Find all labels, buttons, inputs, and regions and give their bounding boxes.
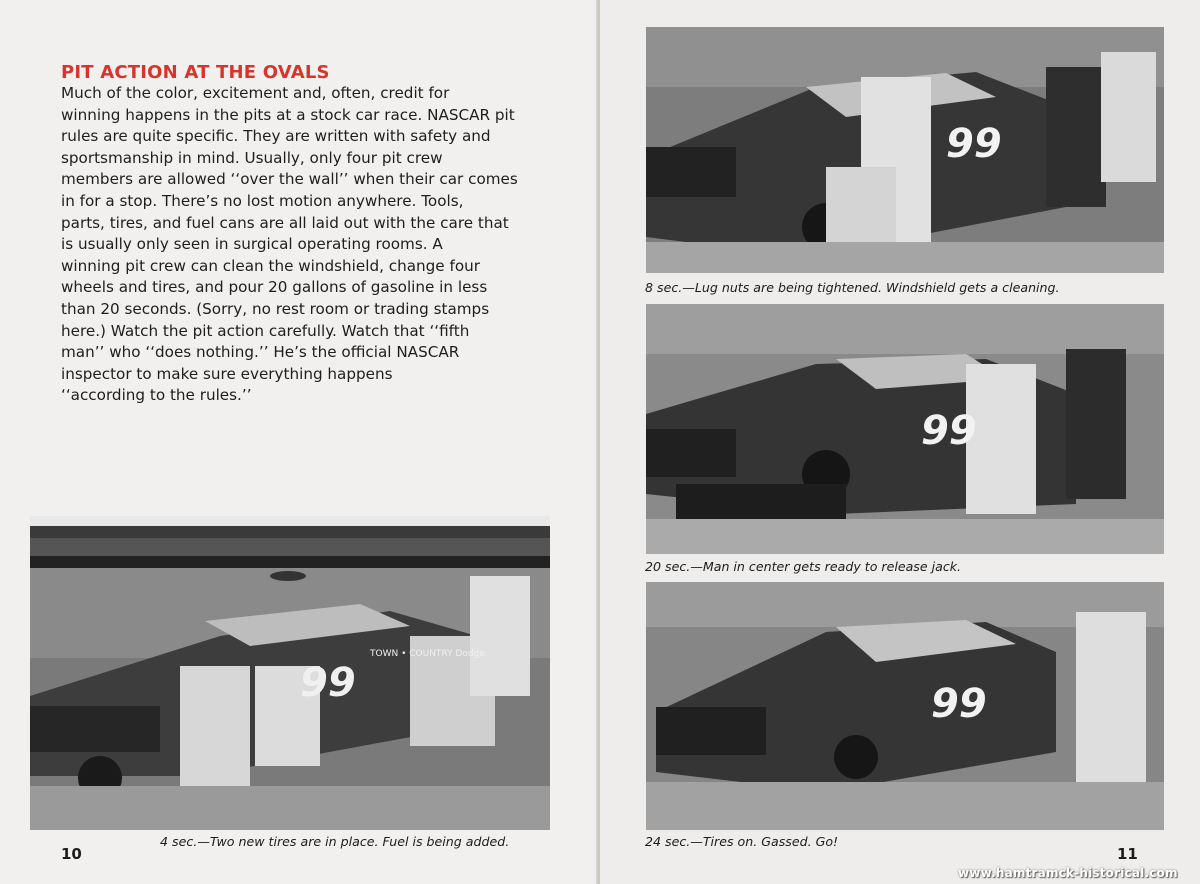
page-number-left: 10 xyxy=(61,845,82,863)
pit-stop-photo-4sec xyxy=(30,516,550,830)
pit-stop-photo-8sec xyxy=(646,27,1164,273)
pit-stop-photo-4sec-image xyxy=(30,516,550,830)
photo-car-number-8sec: 99 xyxy=(946,121,1002,167)
pit-stop-photo-24sec-image xyxy=(646,582,1164,830)
photo-caption-8sec: 8 sec.—Lug nuts are being tightened. Windshield gets a cleaning. xyxy=(645,280,1060,295)
pit-stop-photo-20sec xyxy=(646,304,1164,554)
photo-caption-4sec: 4 sec.—Two new tires are in place. Fuel is being added. xyxy=(160,834,510,849)
pit-stop-photo-20sec-image xyxy=(646,304,1164,554)
photo-car-number-20sec: 99 xyxy=(921,408,977,454)
photo-car-number-24sec: 99 xyxy=(931,681,987,727)
right-page xyxy=(600,0,1200,884)
pit-stop-photo-8sec-image xyxy=(646,27,1164,273)
website-watermark: www.hamtramck-historical.com xyxy=(958,866,1178,880)
pit-stop-photo-24sec xyxy=(646,582,1164,830)
photo-caption-24sec: 24 sec.—Tires on. Gassed. Go! xyxy=(645,834,839,849)
photo-car-number: 99 xyxy=(300,660,356,706)
page-number-right: 11 xyxy=(1117,845,1138,863)
article-body: Much of the color, excitement and, often, credit for winning happens in the pits at a stock car race. NASCAR pit rules are quite specific. They are written with safety and sportsmanship in mind. Usually, only four pit crew members are allowed ‘‘over the wall’’ when their car comes in for a stop. There’s no lost motion anywhere. Tools, parts, tires, and fuel cans are all laid out with the care that is usually only seen in surgical operating rooms. A winning pit crew can clean the windshield, change four wheels and tires, and pour 20 gallons of gasoline in less than 20 seconds. (Sorry, no rest room or trading stamps here.) Watch the pit action carefully. Watch that ‘‘fifth man’’ who ‘‘does nothing.’’ He’s the official NASCAR inspector to make sure everything happens ‘‘according to the rules.’’ xyxy=(61,84,518,405)
left-page xyxy=(0,0,598,884)
photo-caption-20sec: 20 sec.—Man in center gets ready to release jack. xyxy=(645,559,962,574)
article-heading: PIT ACTION AT THE OVALS xyxy=(61,62,330,83)
photo-car-sponsor: TOWN • COUNTRY Dodge xyxy=(370,649,485,659)
